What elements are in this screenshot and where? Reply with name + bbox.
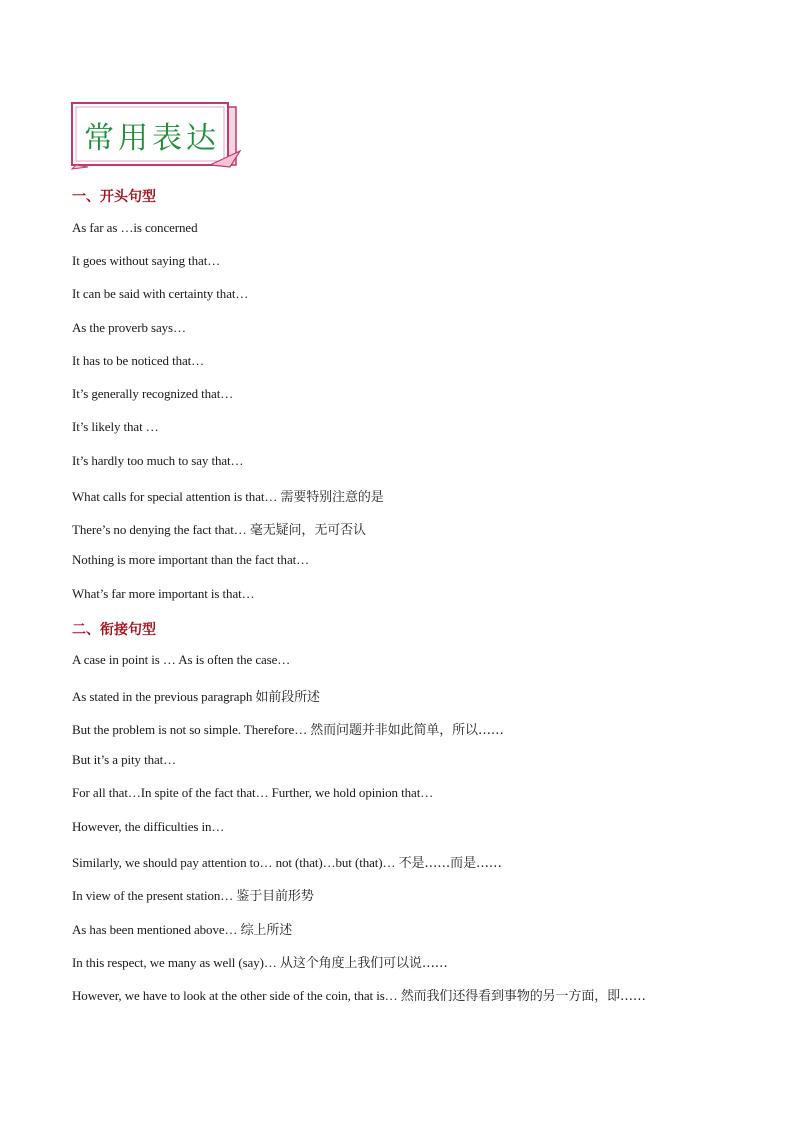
list-item: Nothing is more important than the fact that… — [72, 552, 310, 567]
list-item: It has to be noticed that… — [72, 353, 205, 368]
list-item: In view of the present station… 鉴于目前形势 — [72, 888, 314, 904]
banner-title: 常用表达 — [84, 121, 220, 156]
list-item: It goes without saying that… — [72, 253, 221, 268]
list-item: However, the difficulties in… — [72, 819, 225, 834]
list-item: As the proverb says… — [72, 320, 186, 335]
list-item: It’s generally recognized that… — [72, 386, 234, 401]
section-heading-opening: 一、开头句型 — [72, 189, 156, 205]
list-item: For all that…In spite of the fact that… Further, we hold opinion that… — [72, 785, 434, 800]
list-item: However, we have to look at the other side of the coin, that is… 然而我们还得看到事物的另一方面，即…… — [72, 988, 646, 1004]
list-item: As stated in the previous paragraph 如前段所述 — [72, 689, 320, 705]
list-item: There’s no denying the fact that… 毫无疑问，无可否认 — [72, 522, 366, 538]
section-heading-transition: 二、衔接句型 — [72, 622, 156, 638]
list-item: It’s hardly too much to say that… — [72, 453, 244, 468]
list-item: It can be said with certainty that… — [72, 286, 249, 301]
list-item: But it’s a pity that… — [72, 752, 177, 767]
list-item: What’s far more important is that… — [72, 586, 255, 601]
list-item: As has been mentioned above… 综上所述 — [72, 922, 293, 938]
list-item: What calls for special attention is that… 需要特别注意的是 — [72, 489, 384, 505]
list-item: Similarly, we should pay attention to… not (that)…but (that)… 不是……而是…… — [72, 855, 502, 871]
list-item: As far as …is concerned — [72, 220, 198, 235]
list-item: But the problem is not so simple. Therefore… 然而问题并非如此简单，所以…… — [72, 722, 504, 738]
list-item: It’s likely that … — [72, 419, 159, 434]
list-item: In this respect, we many as well (say)… 从这个角度上我们可以说…… — [72, 955, 448, 971]
title-banner — [70, 101, 242, 171]
list-item: A case in point is … As is often the case… — [72, 652, 291, 667]
